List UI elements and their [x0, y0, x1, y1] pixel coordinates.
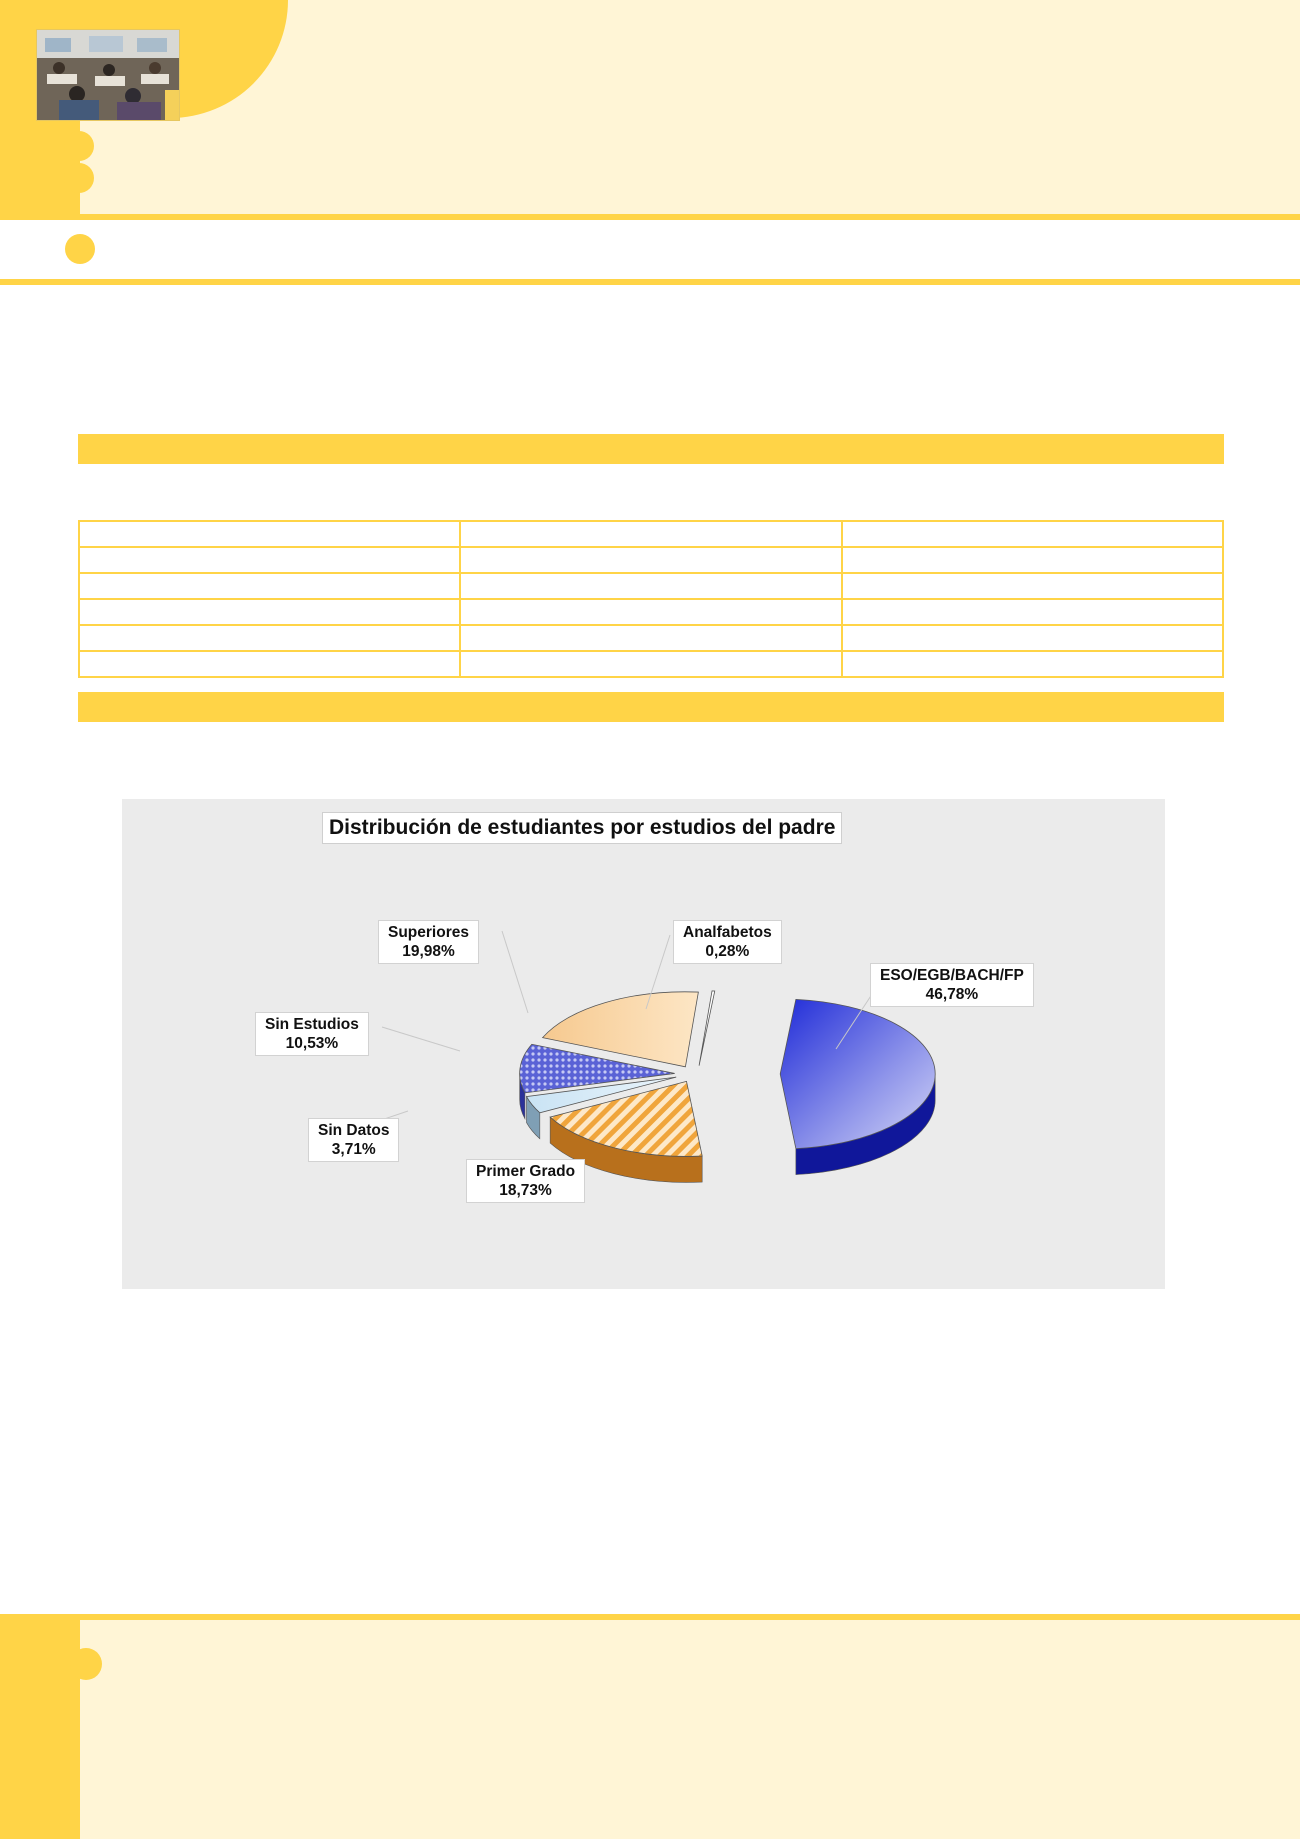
table-cell: [79, 625, 460, 651]
label-analfabetos: [673, 920, 782, 964]
label-name: Superiores: [388, 924, 469, 941]
footer-left-strip: [0, 1614, 80, 1839]
label-primer-grado: [466, 1159, 585, 1203]
table-cell: [460, 625, 841, 651]
table-cell: [79, 521, 460, 547]
label-value: 18,73%: [499, 1182, 552, 1199]
table-footer-bar: [78, 692, 1224, 722]
label-value: 19,98%: [402, 943, 455, 960]
table-caption-bar: [78, 434, 1224, 464]
table-cell: [460, 651, 841, 677]
label-name: Analfabetos: [683, 924, 772, 941]
classroom-photo-art: [37, 30, 179, 120]
table-row: [79, 547, 1223, 573]
label-sin-estudios: [255, 1012, 369, 1056]
label-superiores: [378, 920, 479, 964]
table-row: [79, 573, 1223, 599]
leader-superiores: [502, 931, 528, 1013]
footer-band: [0, 1620, 1300, 1839]
table-cell: [79, 547, 460, 573]
data-table: [78, 520, 1224, 678]
table-cell: [460, 521, 841, 547]
classroom-photo: [36, 29, 180, 121]
pie-slice: [699, 991, 715, 1066]
table-cell: [842, 599, 1223, 625]
footer-bump: [70, 1648, 102, 1680]
label-value: 0,28%: [705, 943, 750, 960]
header-bump-2: [64, 163, 94, 193]
table-cell: [842, 547, 1223, 573]
label-name: ESO/EGB/BACH/FP: [880, 967, 1024, 984]
leader-sin-estudios: [382, 1027, 460, 1051]
table-row: [79, 521, 1223, 547]
label-eso: [870, 963, 1034, 1007]
table-cell: [842, 651, 1223, 677]
label-value: 46,78%: [925, 986, 979, 1003]
label-value: 10,53%: [285, 1035, 339, 1052]
table-row: [79, 651, 1223, 677]
table-cell: [79, 573, 460, 599]
table-cell: [842, 573, 1223, 599]
pie-slices: [520, 991, 936, 1183]
label-name: Sin Datos: [318, 1122, 390, 1139]
label-name: Sin Estudios: [265, 1016, 359, 1033]
table-row: [79, 625, 1223, 651]
footer-rule: [0, 1614, 1300, 1620]
table-cell: [460, 599, 841, 625]
label-value: 3,71%: [331, 1141, 376, 1158]
table-cell: [460, 547, 841, 573]
table-row: [79, 599, 1223, 625]
header-rule-top: [0, 214, 1300, 220]
header-bump-1: [64, 131, 94, 161]
table-cell: [842, 521, 1223, 547]
label-name: Primer Grado: [476, 1163, 576, 1180]
table-cell: [460, 573, 841, 599]
chart-title: Distribución de estudiantes por estudios del padre: [322, 812, 842, 844]
section-dot: [65, 234, 95, 264]
header-rule-bottom: [0, 279, 1300, 285]
label-sin-datos: [308, 1118, 399, 1162]
table-cell: [79, 599, 460, 625]
table-cell: [842, 625, 1223, 651]
table-cell: [79, 651, 460, 677]
